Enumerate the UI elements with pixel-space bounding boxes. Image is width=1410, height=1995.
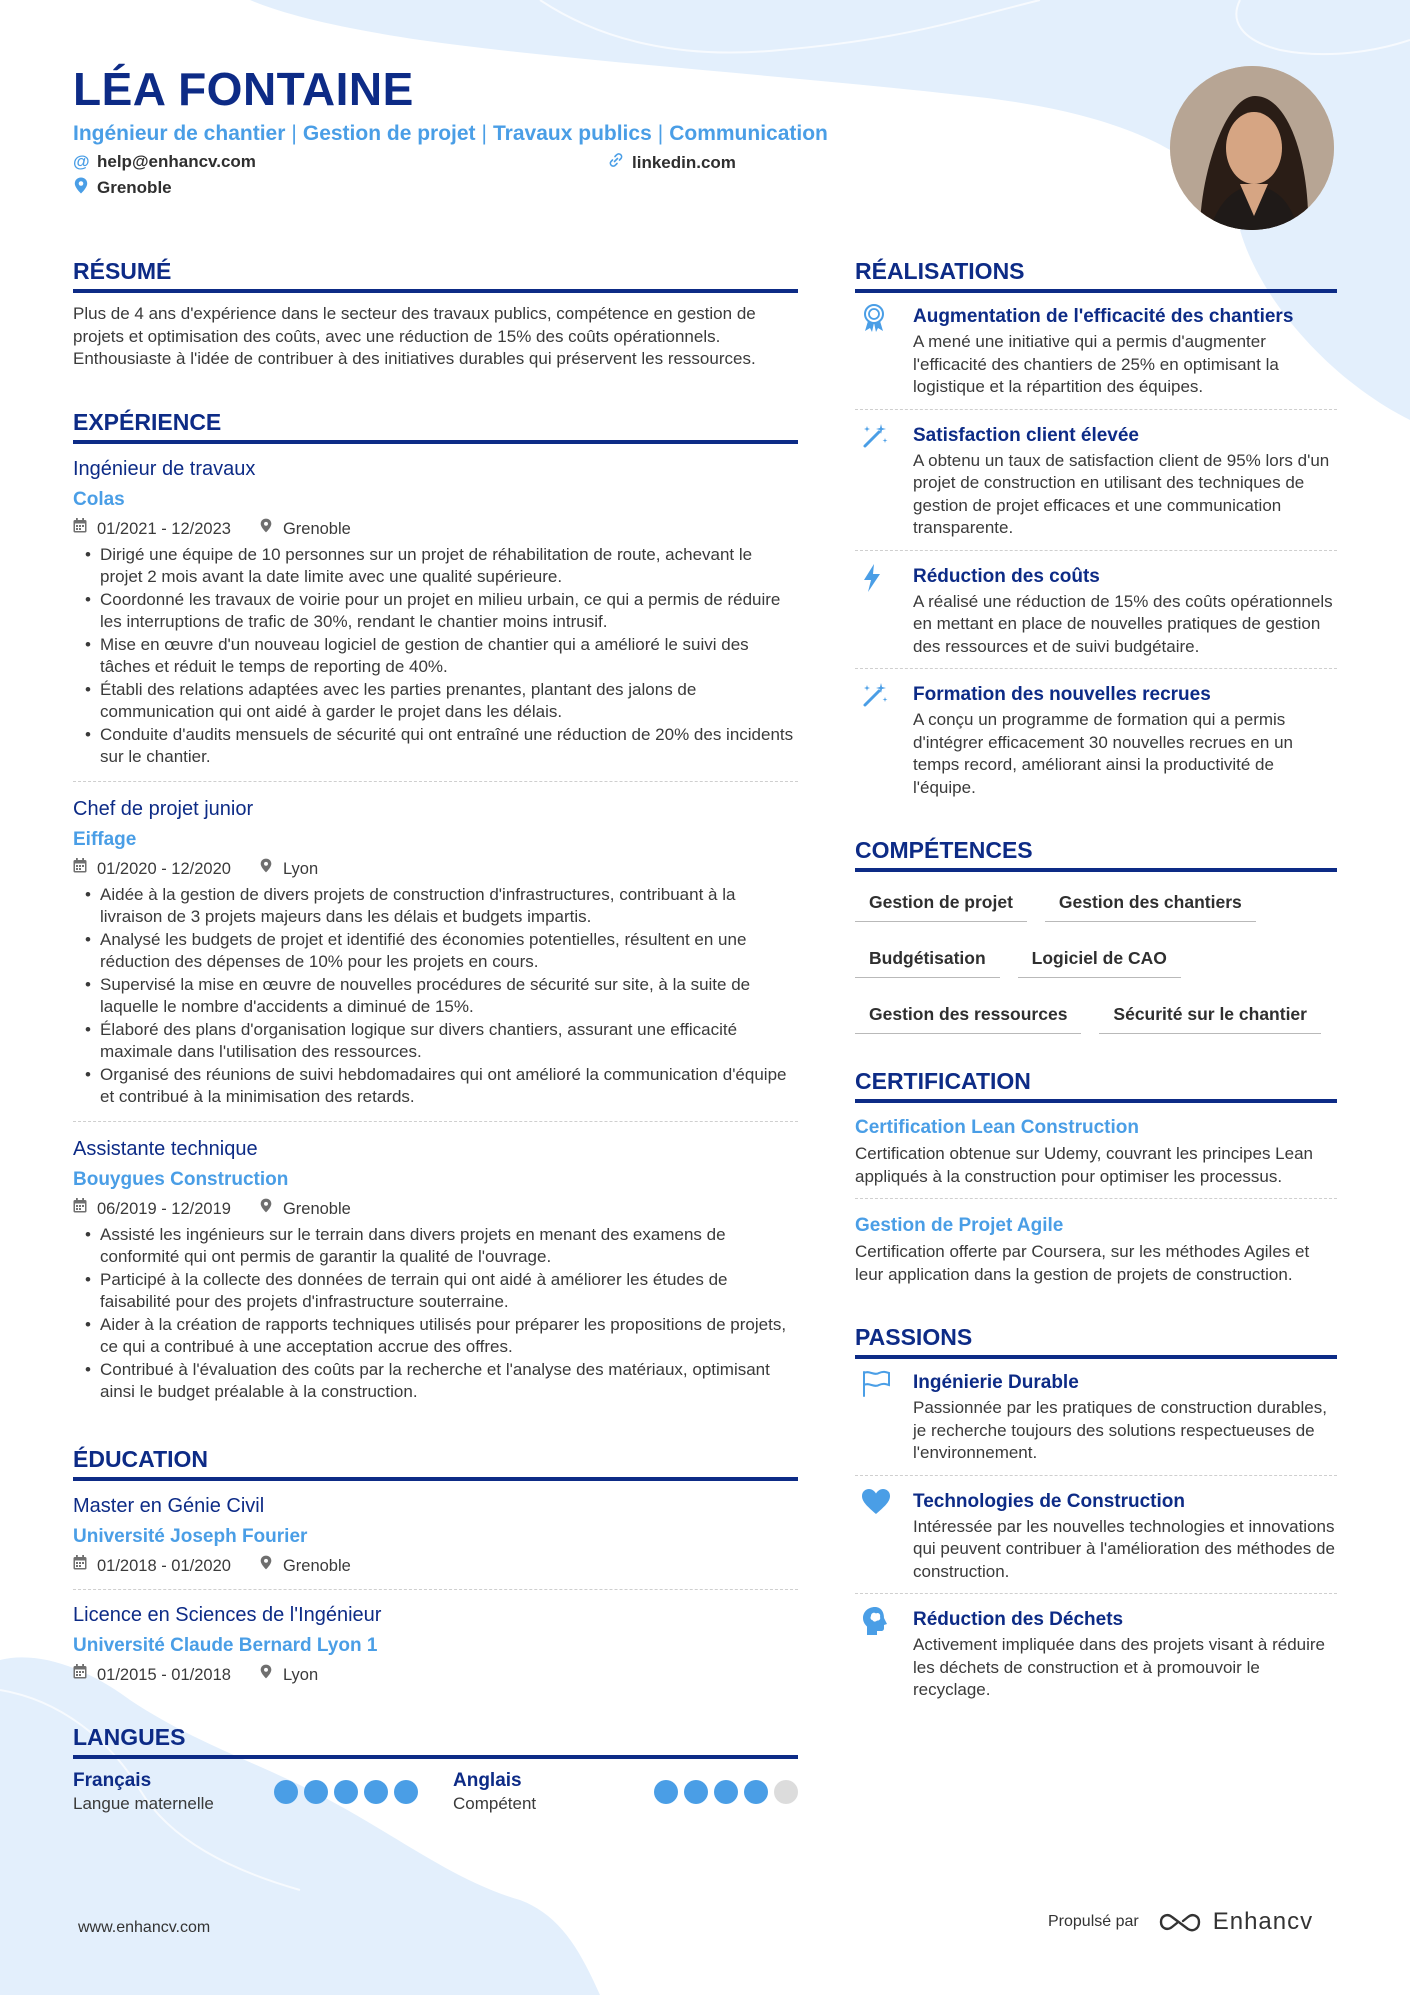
location-pin-icon [259, 516, 273, 542]
magic-wand-icon [855, 422, 913, 540]
enhancv-logo [1157, 1908, 1313, 1936]
job-bullet: • Contribué à l'évaluation des coûts par la recherche et l'analyse des matériaux, optimisant ainsi le budget préalable à la construction. [73, 1359, 798, 1404]
skill-tag: Gestion des chantiers [1045, 886, 1256, 922]
skill-tag: Logiciel de CAO [1018, 942, 1181, 978]
enhancv-logo-icon [1157, 1910, 1203, 1934]
rating-dot [684, 1780, 708, 1804]
achievement-desc: A mené une initiative qui a permis d'augmenter l'efficacité des chantiers de 25% en optimisant la logistique et la répartition des équipes. [913, 332, 1279, 396]
location-pin-icon [259, 856, 273, 882]
skills-section [855, 837, 1337, 1034]
location-pin-icon [259, 1662, 273, 1688]
achievement-title: Formation des nouvelles recrues [913, 684, 1211, 705]
location-pin-icon [259, 1553, 273, 1579]
headline-title: Travaux publics [493, 122, 652, 145]
achievement-title: Réduction des coûts [913, 565, 1100, 587]
language-name: Français [73, 1769, 152, 1791]
achievements-section [855, 258, 1337, 809]
job-dates: 01/2020 - 12/2020 [97, 859, 231, 878]
job-bullet: • Aidée à la gestion de divers projets de construction d'infrastructures, contribuant à la livraison de 3 projets majeurs dans les délais et budgets impartis. [73, 884, 798, 929]
rating-dot [364, 1780, 388, 1804]
job-bullet: • Coordonné les travaux de voirie pour un projet en milieu urbain, ce qui a permis de réduire les interruptions de trafic de 30%, rendant le chantier moins intrusif. [73, 589, 798, 634]
flag-icon [855, 1369, 913, 1465]
school: Université Claude Bernard Lyon 1 [73, 1634, 378, 1656]
headline-titles [73, 122, 828, 146]
education-entry [73, 1491, 798, 1590]
contact-linkedin[interactable] [608, 152, 736, 173]
section-title-skills: COMPÉTENCES [855, 837, 1337, 872]
enhancv-logo-text: Enhancv [1212, 1908, 1314, 1935]
headline-separator: | [481, 122, 488, 145]
job-bullet: • Élaboré des plans d'organisation logique sur divers chantiers, assurant une efficacité maximale dans l'utilisation des ressources. [73, 1019, 798, 1064]
experience-entry [73, 1134, 798, 1416]
rating-dot [334, 1780, 358, 1804]
job-location-text: Lyon [282, 859, 319, 878]
powered-by-label: Propulsé par [1048, 1913, 1139, 1930]
section-title-achievements: RÉALISATIONS [855, 258, 1337, 293]
passion-title: Réduction des Déchets [913, 1609, 1124, 1630]
job-role: Ingénieur de travaux [73, 457, 256, 480]
link-icon [608, 152, 624, 173]
head-brain-icon [855, 1606, 913, 1702]
language-rating [274, 1780, 418, 1804]
rating-dot [744, 1780, 768, 1804]
job-company: Bouygues Construction [73, 1168, 289, 1190]
job-location [259, 856, 318, 882]
job-company: Eiffage [73, 828, 137, 850]
job-bullets [73, 1224, 798, 1404]
section-title-passions: PASSIONS [855, 1324, 1337, 1359]
contact-location [73, 177, 172, 199]
candidate-name: LÉA FONTAINE [73, 63, 414, 115]
location-pin-icon [73, 177, 89, 199]
education-dates: 01/2015 - 01/2018 [97, 1665, 231, 1684]
rating-dot [654, 1780, 678, 1804]
language-entry [73, 1769, 418, 1815]
passion-item [855, 1369, 1337, 1476]
language-rating [654, 1780, 798, 1804]
calendar-icon [73, 1196, 87, 1222]
education-dates: 01/2018 - 01/2020 [97, 1556, 231, 1575]
linkedin-text: linkedin.com [632, 152, 736, 172]
summary-section [73, 258, 798, 371]
right-column [855, 258, 1337, 1724]
education-entry [73, 1600, 798, 1698]
job-bullet: • Conduite d'audits mensuels de sécurité qui ont entraîné une réduction de 20% des incidents sur le chantier. [73, 724, 798, 769]
footer-branding[interactable] [1048, 1908, 1313, 1936]
achievement-desc: A réalisé une réduction de 15% des coûts opérationnels en mettant en place de nouvelles pratiques de gestion des ressources et de suivi budgétaire. [913, 591, 1333, 656]
certification-item [855, 1211, 1337, 1296]
passion-title: Technologies de Construction [913, 1490, 1185, 1512]
achievement-desc: A obtenu un taux de satisfaction client de 95% lors d'un projet de construction en utilisant des techniques de gestion de projet efficaces et une communication transparente. [913, 450, 1330, 537]
certification-item [855, 1113, 1337, 1199]
job-location [259, 1196, 351, 1222]
skill-tag: Sécurité sur le chantier [1099, 998, 1321, 1034]
achievement-title: Augmentation de l'efficacité des chantiers [913, 306, 1294, 327]
experience-entry [73, 454, 798, 782]
certification-desc: Certification offerte par Coursera, sur les méthodes Agiles et leur application dans la gestion de projets de construction. [855, 1242, 1310, 1284]
passion-desc: Intéressée par les nouvelles technologies et innovations qui peuvent contribuer à l'amélioration des méthodes de construction. [913, 1516, 1335, 1581]
experience-entry [73, 794, 798, 1122]
job-bullets [73, 884, 798, 1109]
experience-section [73, 409, 798, 1416]
skill-tag: Gestion des ressources [855, 998, 1081, 1034]
award-ribbon-icon [855, 303, 913, 399]
job-bullet: • Organisé des réunions de suivi hebdomadaires qui ont amélioré la communication d'équipe et contribué à la minimisation des retards. [73, 1064, 798, 1109]
job-bullet: • Établi des relations adaptées avec les parties prenantes, plantant des jalons de communication qui ont aidé à garder le projet dans les délais. [73, 679, 798, 724]
calendar-icon [73, 1662, 87, 1688]
job-bullet: • Participé à la collecte des données de terrain qui ont aidé à améliorer les études de faisabilité pour des projets d'infrastructure souterraine. [73, 1269, 798, 1314]
education-location-text: Lyon [282, 1665, 319, 1684]
job-company: Colas [73, 488, 125, 510]
location-text: Grenoble [97, 178, 172, 197]
passion-desc: Activement impliquée dans des projets visant à réduire les déchets de construction et à promouvoir le recyclage. [913, 1635, 1325, 1699]
education-location [259, 1662, 318, 1688]
language-entry [453, 1769, 798, 1815]
degree: Master en Génie Civil [73, 1494, 265, 1517]
at-icon: @ [73, 152, 90, 171]
headline-separator: | [657, 122, 664, 145]
calendar-icon [73, 1553, 87, 1579]
school: Université Joseph Fourier [73, 1525, 308, 1547]
passion-item [855, 1606, 1337, 1712]
contact-email[interactable] [73, 152, 256, 172]
rating-dot [304, 1780, 328, 1804]
rating-dot [714, 1780, 738, 1804]
section-title-education: ÉDUCATION [73, 1446, 798, 1481]
calendar-icon [73, 856, 87, 882]
job-location-text: Grenoble [282, 1199, 351, 1218]
passion-title: Ingénierie Durable [913, 1372, 1079, 1393]
language-name: Anglais [453, 1769, 522, 1791]
certification-title: Gestion de Projet Agile [855, 1215, 1064, 1236]
degree: Licence en Sciences de l'Ingénieur [73, 1603, 382, 1626]
job-bullet: • Aider à la création de rapports techniques utilisés pour préparer les propositions de projets, ce qui a contribué à une acceptation accrue des offres. [73, 1314, 798, 1359]
achievement-item [855, 681, 1337, 809]
headline-title: Communication [669, 122, 828, 145]
job-location [259, 516, 351, 542]
job-bullet: • Analysé les budgets de projet et identifié des économies potentielles, résultent en une réduction des dépenses de 10% pour les projets en cours. [73, 929, 798, 974]
job-dates: 06/2019 - 12/2019 [97, 1199, 231, 1218]
job-bullet: • Dirigé une équipe de 10 personnes sur un projet de réhabilitation de route, achevant le projet 2 mois avant la date limite avec une qualité supérieure. [73, 544, 798, 589]
magic-wand-icon [855, 681, 913, 799]
achievement-title: Satisfaction client élevée [913, 424, 1139, 446]
language-list [73, 1769, 798, 1815]
location-pin-icon [259, 1196, 273, 1222]
lightning-icon [855, 563, 913, 659]
heart-icon [855, 1488, 913, 1584]
language-level: Langue maternelle [73, 1793, 214, 1813]
job-role: Chef de projet junior [73, 797, 254, 820]
languages-section [73, 1724, 798, 1815]
section-title-experience: EXPÉRIENCE [73, 409, 798, 444]
left-column [73, 258, 798, 1815]
profile-photo [1170, 66, 1334, 230]
headline-title: Gestion de projet [302, 122, 476, 145]
section-title-summary: RÉSUMÉ [73, 258, 798, 293]
achievement-item [855, 422, 1337, 551]
job-dates: 01/2021 - 12/2023 [97, 519, 231, 538]
language-level: Compétent [453, 1793, 537, 1813]
certification-desc: Certification obtenue sur Udemy, couvrant les principes Lean appliqués à la construction pour optimiser les processus. [855, 1144, 1313, 1186]
skill-list [855, 886, 1337, 1034]
rating-dot [274, 1780, 298, 1804]
achievement-item [855, 563, 1337, 670]
job-meta [73, 1196, 798, 1222]
job-role: Assistante technique [73, 1137, 258, 1160]
section-title-languages: LANGUES [73, 1724, 798, 1759]
calendar-icon [73, 516, 87, 542]
passion-desc: Passionnée par les pratiques de construction durables, je recherche toujours des solutions respectueuses de l'environnement. [913, 1398, 1327, 1462]
section-title-certification: CERTIFICATION [855, 1068, 1337, 1103]
summary-text: Plus de 4 ans d'expérience dans le secteur des travaux publics, compétence en gestion de projets et optimisation des coûts, avec une réduction de 15% des coûts opérationnels. Enthousiaste à l'idée de contribuer à des initiatives durables qui préservent les ressources. [73, 304, 756, 368]
passions-section [855, 1324, 1337, 1712]
footer-website[interactable]: www.enhancv.com [78, 1919, 211, 1936]
job-meta [73, 856, 798, 882]
job-bullet: • Supervisé la mise en œuvre de nouvelles procédures de sécurité sur site, à la suite de laquelle le nombre d'accidents a diminué de 15%. [73, 974, 798, 1019]
certification-title: Certification Lean Construction [855, 1117, 1139, 1138]
job-meta [73, 516, 798, 542]
education-section [73, 1446, 798, 1698]
education-meta [73, 1553, 798, 1579]
job-bullet: • Mise en œuvre d'un nouveau logiciel de gestion de chantier qui a amélioré le suivi des tâches et réduit le temps de reporting de 40%. [73, 634, 798, 679]
job-bullets [73, 544, 798, 769]
headline-separator: | [291, 122, 297, 145]
achievement-desc: A conçu un programme de formation qui a permis d'intégrer efficacement 30 nouvelles recrues en un temps record, améliorant ainsi la productivité de l'équipe. [913, 710, 1293, 797]
job-location-text: Grenoble [282, 519, 351, 538]
email-text: help@enhancv.com [97, 152, 256, 171]
achievement-item [855, 303, 1337, 410]
passion-item [855, 1488, 1337, 1595]
rating-dot [394, 1780, 418, 1804]
job-bullet: • Assisté les ingénieurs sur le terrain dans divers projets en menant des examens de conformité qui ont permis de garantir la qualité de l'ouvrage. [73, 1224, 798, 1269]
education-location [259, 1553, 351, 1579]
certification-section [855, 1068, 1337, 1296]
headline-title: Ingénieur de chantier [73, 122, 286, 145]
education-meta [73, 1662, 798, 1688]
education-location-text: Grenoble [282, 1556, 351, 1575]
skill-tag: Budgétisation [855, 942, 1000, 978]
skill-tag: Gestion de projet [855, 886, 1027, 922]
rating-dot [774, 1780, 798, 1804]
